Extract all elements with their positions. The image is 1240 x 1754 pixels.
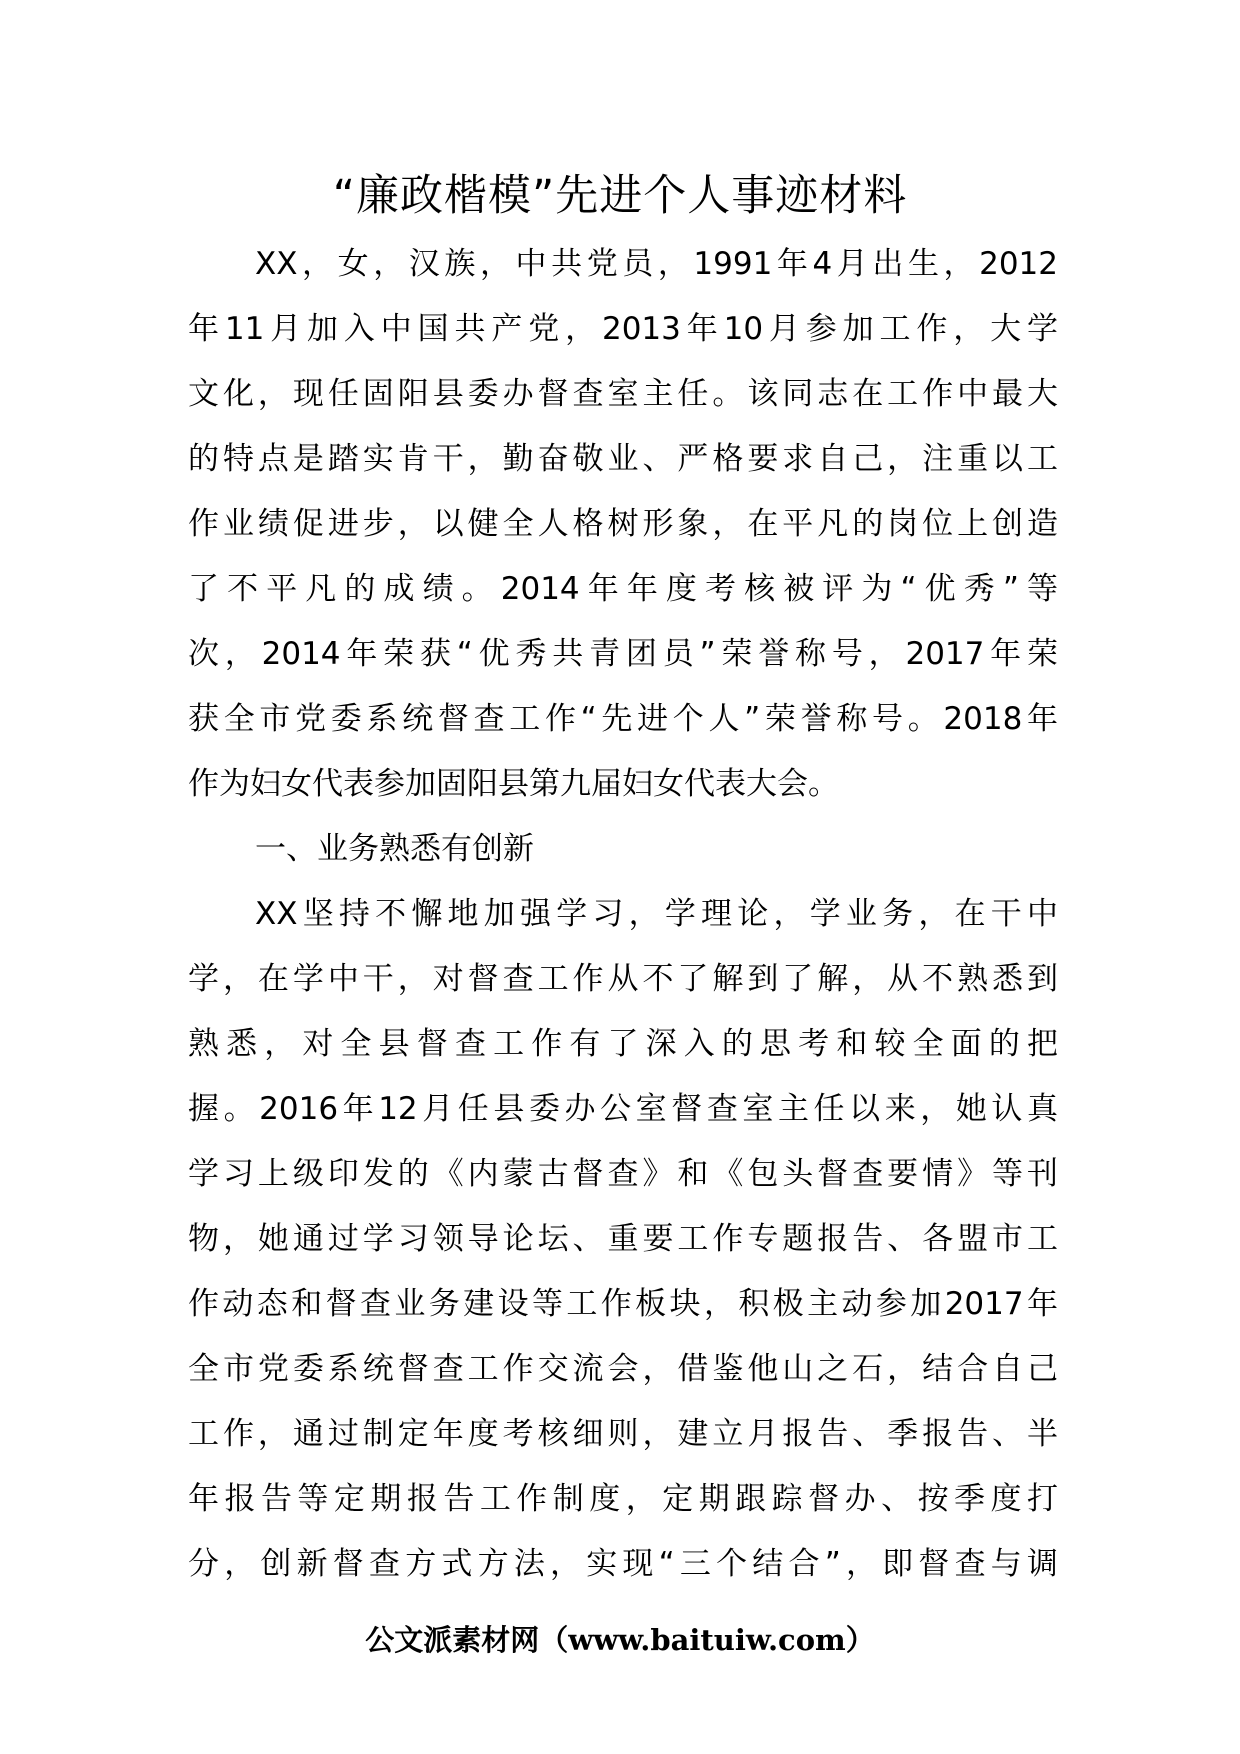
text-line: 学，在学中干，对督查工作从不了解到了解，从不熟悉到 <box>188 961 1058 997</box>
text-line: 工作，通过制定年度考核细则，建立月报告、季报告、半 <box>188 1416 1058 1452</box>
text-line: 年报告等定期报告工作制度，定期跟踪督办、按季度打 <box>188 1481 1058 1517</box>
text-line: 分，创新督查方式方法，实现“三个结合”，即督查与调 <box>188 1546 1058 1582</box>
text-line: 了不平凡的成绩。2014年年度考核被评为“优秀”等 <box>188 571 1058 607</box>
document-title: “廉政楷模”先进个人事迹材料 <box>332 171 908 221</box>
text-line: 学习上级印发的《内蒙古督查》和《包头督查要情》等刊 <box>188 1156 1058 1192</box>
text-line: 次，2014年荣获“优秀共青团员”荣誉称号，2017年荣 <box>188 636 1058 672</box>
text-line: 全市党委系统督查工作交流会，借鉴他山之石，结合自己 <box>188 1351 1058 1387</box>
text-line: 作动态和督查业务建设等工作板块，积极主动参加2017年 <box>188 1286 1058 1322</box>
text-line: 年11月加入中国共产党，2013年10月参加工作，大学 <box>188 311 1058 347</box>
document-body <box>188 232 1058 1597</box>
source-watermark: 公文派素材网（www.baituiw.com） <box>365 1623 875 1657</box>
text-line: 握。2016年12月任县委办公室督查室主任以来，她认真 <box>188 1091 1058 1127</box>
text-line: XX，女，汉族，中共党员，1991年4月出生，2012 <box>255 246 1058 282</box>
section-heading: 一、业务熟悉有创新 <box>255 831 534 867</box>
text-line: 作为妇女代表参加固阳县第九届妇女代表大会。 <box>188 766 839 802</box>
text-line: 的特点是踏实肯干，勤奋敬业、严格要求自己，注重以工 <box>188 441 1058 477</box>
text-line: 作业绩促进步，以健全人格树形象，在平凡的岗位上创造 <box>188 506 1058 542</box>
text-line: 熟悉，对全县督查工作有了深入的思考和较全面的把 <box>188 1026 1058 1062</box>
text-line: XX坚持不懈地加强学习，学理论，学业务，在干中 <box>255 896 1058 932</box>
text-line: 获全市党委系统督查工作“先进个人”荣誉称号。2018年 <box>188 701 1058 737</box>
text-line: 文化，现任固阳县委办督查室主任。该同志在工作中最大 <box>188 376 1058 412</box>
text-line: 物，她通过学习领导论坛、重要工作专题报告、各盟市工 <box>188 1221 1058 1257</box>
